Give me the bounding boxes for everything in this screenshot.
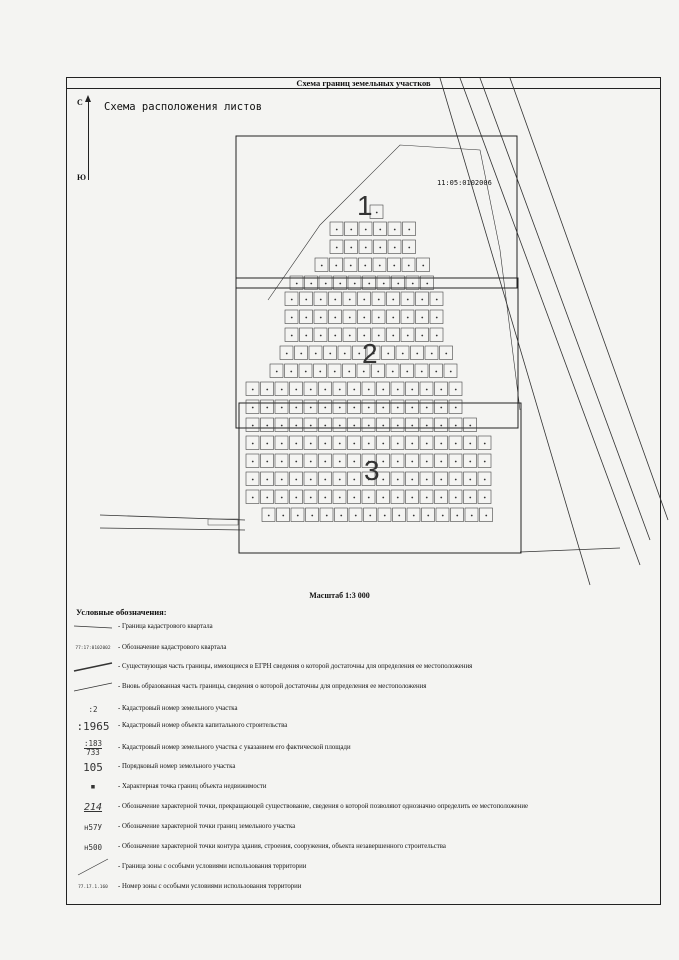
- parcel-point: [455, 389, 457, 391]
- parcel-point: [252, 461, 254, 463]
- parcel-point: [411, 497, 413, 499]
- parcel-point: [455, 461, 457, 463]
- parcel-point: [252, 497, 254, 499]
- legend-symbol-text: 77.17.1.160: [78, 884, 108, 890]
- legend-text: - Обозначение кадастрового квартала: [118, 644, 227, 651]
- parcel-point: [440, 443, 442, 445]
- parcel-point: [311, 515, 313, 517]
- parcel-point: [397, 407, 399, 409]
- parcel-point: [393, 265, 395, 267]
- map-scale: Масштаб 1:3 000: [309, 591, 370, 600]
- legend-symbol: [72, 738, 114, 758]
- legend-symbol-text: :2: [88, 704, 98, 714]
- parcel-point: [339, 407, 341, 409]
- parcel-point: [411, 407, 413, 409]
- legend-item: [72, 817, 652, 837]
- parcel-point: [387, 353, 389, 355]
- compass-south-label: Ю: [77, 173, 87, 182]
- parcel-point: [252, 479, 254, 481]
- parcel-point: [379, 229, 381, 231]
- parcel-point: [344, 353, 346, 355]
- parcel-point: [266, 497, 268, 499]
- parcel-point: [281, 479, 283, 481]
- fraction-denominator: 733: [86, 747, 100, 757]
- legend-symbol: [72, 877, 114, 897]
- parcel-point: [305, 299, 307, 301]
- parcel-point: [408, 247, 410, 249]
- parcel-point: [268, 515, 270, 517]
- parcel-point: [445, 353, 447, 355]
- legend-text: - Характерная точка границ объекта недвижимости: [118, 783, 267, 790]
- legend-symbol: [72, 617, 114, 637]
- parcel-point: [310, 283, 312, 285]
- parcel-point: [324, 461, 326, 463]
- parcel-point: [310, 425, 312, 427]
- parcel-point: [435, 371, 437, 373]
- parcel-point: [295, 425, 297, 427]
- parcel-point: [310, 407, 312, 409]
- parcel-point: [305, 335, 307, 337]
- parcel-point: [266, 425, 268, 427]
- parcel-point: [340, 515, 342, 517]
- parcel-point: [310, 461, 312, 463]
- parcel-point: [426, 461, 428, 463]
- parcel-point: [368, 389, 370, 391]
- parcel-point: [339, 479, 341, 481]
- parcel-point: [339, 461, 341, 463]
- legend-symbol: [72, 757, 114, 777]
- legend-item: [72, 638, 652, 658]
- parcel-point: [349, 299, 351, 301]
- parcel-point: [320, 335, 322, 337]
- parcel-point: [382, 497, 384, 499]
- parcel-point: [397, 497, 399, 499]
- legend-symbol: [72, 837, 114, 857]
- parcel-point: [353, 407, 355, 409]
- parcel-point: [484, 443, 486, 445]
- parcel-point: [484, 461, 486, 463]
- parcel-point: [363, 299, 365, 301]
- parcel-point: [384, 515, 386, 517]
- legend-text: - Порядковый номер земельного участка: [118, 763, 236, 770]
- parcel-point: [407, 335, 409, 337]
- parcel-point: [436, 317, 438, 319]
- parcel-point: [296, 283, 298, 285]
- legend-item: [72, 857, 652, 877]
- parcel-point: [334, 299, 336, 301]
- parcel-point: [421, 299, 423, 301]
- parcel-point: [354, 283, 356, 285]
- parcel-point: [350, 247, 352, 249]
- parcel-point: [450, 371, 452, 373]
- parcel-point: [442, 515, 444, 517]
- parcel-point: [456, 515, 458, 517]
- parcel-point: [411, 443, 413, 445]
- parcel-point: [411, 389, 413, 391]
- parcel-point: [411, 461, 413, 463]
- parcel-point: [392, 299, 394, 301]
- parcel-point: [397, 283, 399, 285]
- parcel-point: [397, 461, 399, 463]
- parcel-point: [339, 389, 341, 391]
- fraction-numerator: :183: [83, 738, 103, 748]
- parcel-point: [291, 335, 293, 337]
- parcel-point: [324, 443, 326, 445]
- parcel-point: [421, 335, 423, 337]
- road-line-7: [520, 548, 620, 552]
- parcel-point: [349, 335, 351, 337]
- parcel-point: [363, 317, 365, 319]
- parcel-point: [394, 229, 396, 231]
- parcel-point: [295, 461, 297, 463]
- parcel-point: [281, 389, 283, 391]
- parcel-point: [469, 479, 471, 481]
- parcel-point: [334, 317, 336, 319]
- parcel-point: [455, 443, 457, 445]
- parcel-point: [426, 389, 428, 391]
- parcel-point: [455, 497, 457, 499]
- legend-text: - Граница зоны с особыми условиями использования территории: [118, 863, 307, 870]
- parcel-point: [426, 407, 428, 409]
- parcel-point: [252, 425, 254, 427]
- legend-title: Условные обозначения:: [76, 607, 167, 617]
- parcel-point: [353, 389, 355, 391]
- parcel-point: [379, 265, 381, 267]
- parcel-point: [295, 497, 297, 499]
- parcel-point: [383, 283, 385, 285]
- parcel-point: [286, 353, 288, 355]
- parcel-point: [310, 497, 312, 499]
- parcel-point: [382, 479, 384, 481]
- parcel-point: [455, 425, 457, 427]
- road-line-4: [510, 78, 668, 520]
- road-line-6: [100, 528, 245, 530]
- legend-item: [72, 877, 652, 897]
- legend-symbol: [72, 657, 114, 677]
- legend-text: - Граница кадастрового квартала: [118, 623, 213, 630]
- parcel-point: [471, 515, 473, 517]
- legend-symbol: [72, 716, 114, 736]
- legend-symbol: [72, 817, 114, 837]
- parcel-point: [365, 229, 367, 231]
- parcel-point: [440, 497, 442, 499]
- parcel-point: [440, 479, 442, 481]
- sheet-number-1: 1: [357, 190, 373, 221]
- parcel-point: [369, 515, 371, 517]
- parcel-point: [412, 283, 414, 285]
- parcel-point: [392, 335, 394, 337]
- parcel-point: [266, 479, 268, 481]
- parcel-point: [324, 407, 326, 409]
- parcel-point: [339, 425, 341, 427]
- parcel-point: [276, 371, 278, 373]
- parcel-point: [305, 371, 307, 373]
- parcel-point: [397, 479, 399, 481]
- parcel-point: [355, 515, 357, 517]
- parcel-point: [382, 389, 384, 391]
- parcel-point: [392, 371, 394, 373]
- legend-symbol-text: н500: [83, 842, 103, 852]
- parcel-point: [281, 425, 283, 427]
- parcel-point: [363, 371, 365, 373]
- parcel-point: [377, 371, 379, 373]
- parcel-point: [427, 515, 429, 517]
- parcel-point: [364, 265, 366, 267]
- parcel-point: [436, 299, 438, 301]
- parcel-point: [266, 443, 268, 445]
- parcel-point: [349, 317, 351, 319]
- parcel-point: [368, 443, 370, 445]
- road-line-1: [440, 78, 590, 585]
- parcel-point: [281, 407, 283, 409]
- parcel-point: [379, 247, 381, 249]
- parcel-point: [339, 283, 341, 285]
- point-dot-icon: ▪: [90, 782, 96, 792]
- parcel-point: [426, 283, 428, 285]
- parcel-point: [440, 407, 442, 409]
- parcel-point: [365, 247, 367, 249]
- parcel-point: [353, 425, 355, 427]
- parcel-point: [353, 443, 355, 445]
- parcel-point: [300, 353, 302, 355]
- legend-item: [72, 677, 652, 697]
- parcel-point: [408, 229, 410, 231]
- parcel-point: [426, 497, 428, 499]
- parcel-point: [339, 497, 341, 499]
- parcel-point: [252, 389, 254, 391]
- parcel-point: [252, 443, 254, 445]
- legend-symbol-text: :1965: [76, 719, 110, 733]
- parcel-point: [440, 461, 442, 463]
- parcel-point: [310, 443, 312, 445]
- parcel-point: [310, 389, 312, 391]
- parcel-point: [368, 497, 370, 499]
- parcel-point: [440, 425, 442, 427]
- parcel-point: [310, 479, 312, 481]
- parcel-point: [421, 371, 423, 373]
- parcel-point: [315, 353, 317, 355]
- parcel-point: [394, 247, 396, 249]
- parcel-point: [353, 461, 355, 463]
- parcel-point: [290, 371, 292, 373]
- parcel-point: [297, 515, 299, 517]
- parcel-point: [376, 212, 378, 214]
- parcel-point: [363, 335, 365, 337]
- parcel-point: [266, 407, 268, 409]
- parcel-point: [320, 299, 322, 301]
- parcel-point: [426, 425, 428, 427]
- parcel-point: [324, 425, 326, 427]
- legend-text: - Кадастровый номер объекта капитального строительства: [118, 722, 288, 729]
- parcel-point: [407, 299, 409, 301]
- legend-item: [72, 738, 652, 758]
- legend-text: - Номер зоны с особыми условиями использования территории: [118, 883, 302, 890]
- parcel-point: [339, 443, 341, 445]
- parcel-point: [436, 335, 438, 337]
- parcel-point: [455, 479, 457, 481]
- parcel-point: [324, 497, 326, 499]
- parcel-point: [325, 283, 327, 285]
- parcel-point: [421, 317, 423, 319]
- legend-item: [72, 837, 652, 857]
- parcel-point: [378, 299, 380, 301]
- compass-north-label: С: [77, 98, 83, 107]
- parcel-point: [350, 229, 352, 231]
- parcel-point: [334, 371, 336, 373]
- road-line-2: [460, 78, 640, 565]
- legend-item: [72, 797, 652, 817]
- parcel-point: [378, 317, 380, 319]
- legend-item: [72, 657, 652, 677]
- parcel-point: [455, 407, 457, 409]
- parcel-point: [407, 317, 409, 319]
- parcel-point: [295, 479, 297, 481]
- parcel-point: [334, 335, 336, 337]
- legend-symbol-text: 105: [83, 760, 103, 774]
- parcel-point: [440, 389, 442, 391]
- parcel-point: [358, 353, 360, 355]
- legend-symbol: [72, 677, 114, 697]
- parcel-point: [281, 497, 283, 499]
- parcel-point: [382, 443, 384, 445]
- cadastral-quarter-label: 11:05:0102006: [437, 179, 492, 187]
- parcel-point: [402, 353, 404, 355]
- legend-symbol: [72, 638, 114, 658]
- map-subtitle: Схема расположения листов: [104, 101, 263, 113]
- legend-symbol-text: 214: [83, 801, 103, 813]
- legend-text: - Вновь образованная часть границы, сведения о которой достаточны для определения ее местоположения: [118, 683, 427, 690]
- parcel-point: [469, 461, 471, 463]
- parcel-point: [426, 479, 428, 481]
- parcel-point: [469, 425, 471, 427]
- parcel-point: [320, 317, 322, 319]
- legend-text: - Обозначение характерной точки, прекращающей существование, сведения о которой позволяют однозначно определить ее местоположение: [118, 803, 528, 810]
- parcel-point: [382, 461, 384, 463]
- legend-symbol: [72, 857, 114, 877]
- parcel-point: [398, 515, 400, 517]
- legend-item: [72, 777, 652, 797]
- parcel-point: [295, 407, 297, 409]
- parcel-point: [295, 443, 297, 445]
- parcel-point: [411, 479, 413, 481]
- parcel-point: [329, 353, 331, 355]
- parcel-point: [266, 389, 268, 391]
- road-line-3: [480, 78, 650, 540]
- parcel-point: [350, 265, 352, 267]
- legend-text: - Существующая часть границы, имеющиеся в ЕГРН сведения о которой достаточны для определения ее местоположения: [118, 663, 473, 670]
- parcel-point: [382, 407, 384, 409]
- legend-item: [72, 617, 652, 637]
- legend-item: [72, 757, 652, 777]
- legend-item: [72, 716, 652, 736]
- parcel-point: [397, 389, 399, 391]
- parcel-point: [281, 461, 283, 463]
- parcel-point: [431, 353, 433, 355]
- legend-symbol: [72, 777, 114, 797]
- parcel-point: [469, 497, 471, 499]
- parcel-point: [252, 407, 254, 409]
- parcel-point: [406, 371, 408, 373]
- parcel-point: [368, 407, 370, 409]
- parcel-point: [336, 229, 338, 231]
- parcel-point: [321, 265, 323, 267]
- parcel-point: [295, 389, 297, 391]
- parcel-point: [266, 461, 268, 463]
- parcel-point: [319, 371, 321, 373]
- legend-symbol: [72, 797, 114, 817]
- parcel-point: [413, 515, 415, 517]
- parcel-point: [324, 479, 326, 481]
- legend-text: - Кадастровый номер земельного участка: [118, 705, 238, 712]
- legend-text: - Обозначение характерной точки границ земельного участка: [118, 823, 296, 830]
- parcel-point: [382, 425, 384, 427]
- parcel-point: [392, 317, 394, 319]
- parcel-point: [353, 479, 355, 481]
- parcel-point: [416, 353, 418, 355]
- page-title: Схема границ земельных участков: [66, 77, 661, 89]
- parcel-point: [282, 515, 284, 517]
- parcel-point: [291, 299, 293, 301]
- parcel-point: [353, 497, 355, 499]
- legend-text: - Кадастровый номер земельного участка с указанием его фактической площади: [118, 744, 351, 751]
- parcel-point: [397, 425, 399, 427]
- parcel-point: [281, 443, 283, 445]
- parcel-point: [368, 425, 370, 427]
- parcel-point: [291, 317, 293, 319]
- parcel-point: [335, 265, 337, 267]
- parcel-point: [484, 497, 486, 499]
- sheet-number-2: 2: [362, 338, 378, 369]
- parcel-point: [484, 479, 486, 481]
- boundary-lines: [100, 78, 668, 585]
- parcel-point: [469, 443, 471, 445]
- sheet-number-3: 3: [364, 455, 380, 486]
- parcel-point: [336, 247, 338, 249]
- parcel-point: [324, 389, 326, 391]
- parcel-point: [408, 265, 410, 267]
- legend-symbol-text: 77:17:0102002: [75, 645, 111, 651]
- parcel-point: [368, 283, 370, 285]
- parcel-point: [422, 265, 424, 267]
- parcel-point: [305, 317, 307, 319]
- legend-text: - Обозначение характерной точки контура здания, строения, сооружения, объекта незавершенного строительства: [118, 843, 446, 850]
- parcel-point: [426, 443, 428, 445]
- parcel-point: [326, 515, 328, 517]
- parcel-point: [348, 371, 350, 373]
- legend-symbol-text: н57У: [83, 822, 103, 832]
- parcel-point: [485, 515, 487, 517]
- parcel-point: [378, 335, 380, 337]
- parcel-point: [397, 443, 399, 445]
- parcel-point: [411, 425, 413, 427]
